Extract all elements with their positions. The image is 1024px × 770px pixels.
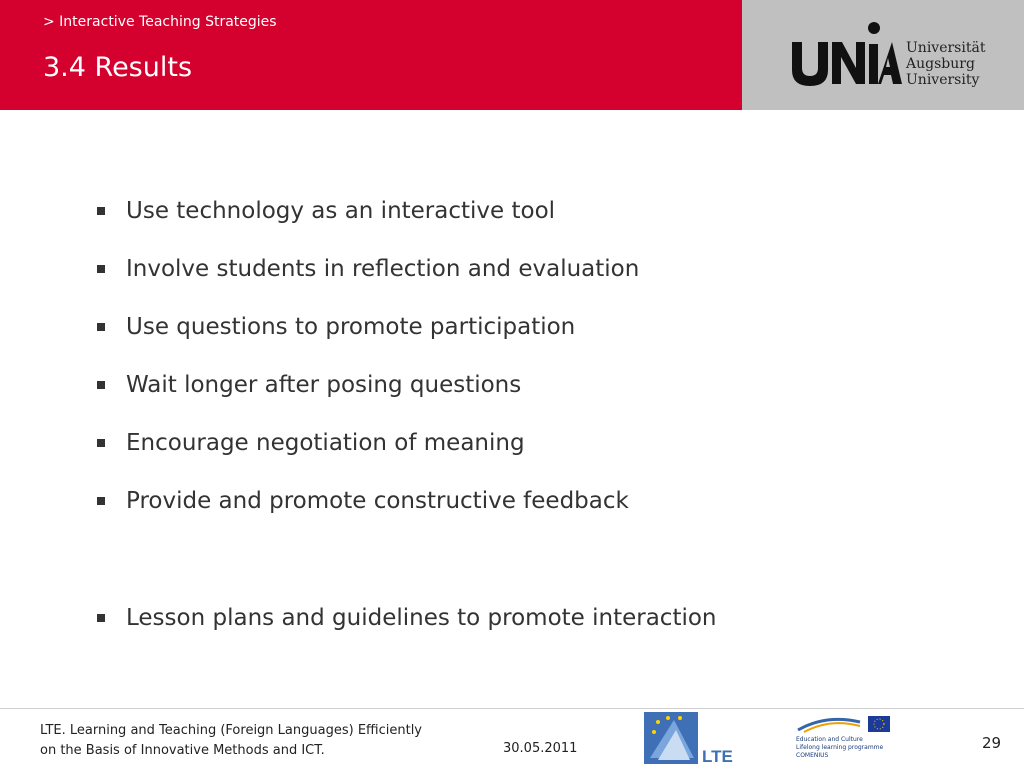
bullet-square-icon [97, 497, 105, 505]
eu-logo-line: Education and Culture [796, 736, 863, 743]
lte-logo-label: LTE [702, 747, 733, 766]
lte-logo [644, 710, 740, 766]
footer-divider [0, 708, 1024, 709]
bullet-square-icon [97, 381, 105, 389]
eu-lifelong-learning-logo [796, 712, 906, 766]
lte-logo-icon [644, 710, 740, 766]
footer-line-1: LTE. Learning and Teaching (Foreign Languages) Efficiently [40, 723, 422, 738]
logo-text-line: University [906, 72, 980, 88]
breadcrumb: > Interactive Teaching Strategies [43, 14, 277, 30]
eu-logo-text [796, 736, 883, 760]
logo-text-line: Universität [906, 40, 986, 56]
bullet-square-icon [97, 265, 105, 273]
eu-swoosh-and-flag-icon [796, 712, 906, 736]
bullet-square-icon [97, 614, 105, 622]
logo-text-line: Augsburg [906, 56, 975, 72]
page-title: 3.4 Results [43, 52, 193, 83]
bullet-square-icon [97, 439, 105, 447]
footer-project-title [40, 721, 422, 761]
bullet-square-icon [97, 323, 105, 331]
footer-line-2: on the Basis of Innovative Methods and ICT. [40, 743, 325, 758]
unia-logo-mark [790, 20, 902, 90]
university-logo [790, 20, 990, 90]
logo-text [906, 40, 985, 88]
bullet-square-icon [97, 207, 105, 215]
page-number: 29 [982, 734, 1002, 752]
eu-logo-line: COMENIUS [796, 752, 829, 759]
eu-logo-line: Lifelong learning programme [796, 744, 884, 751]
footer-date: 30.05.2011 [503, 741, 578, 756]
